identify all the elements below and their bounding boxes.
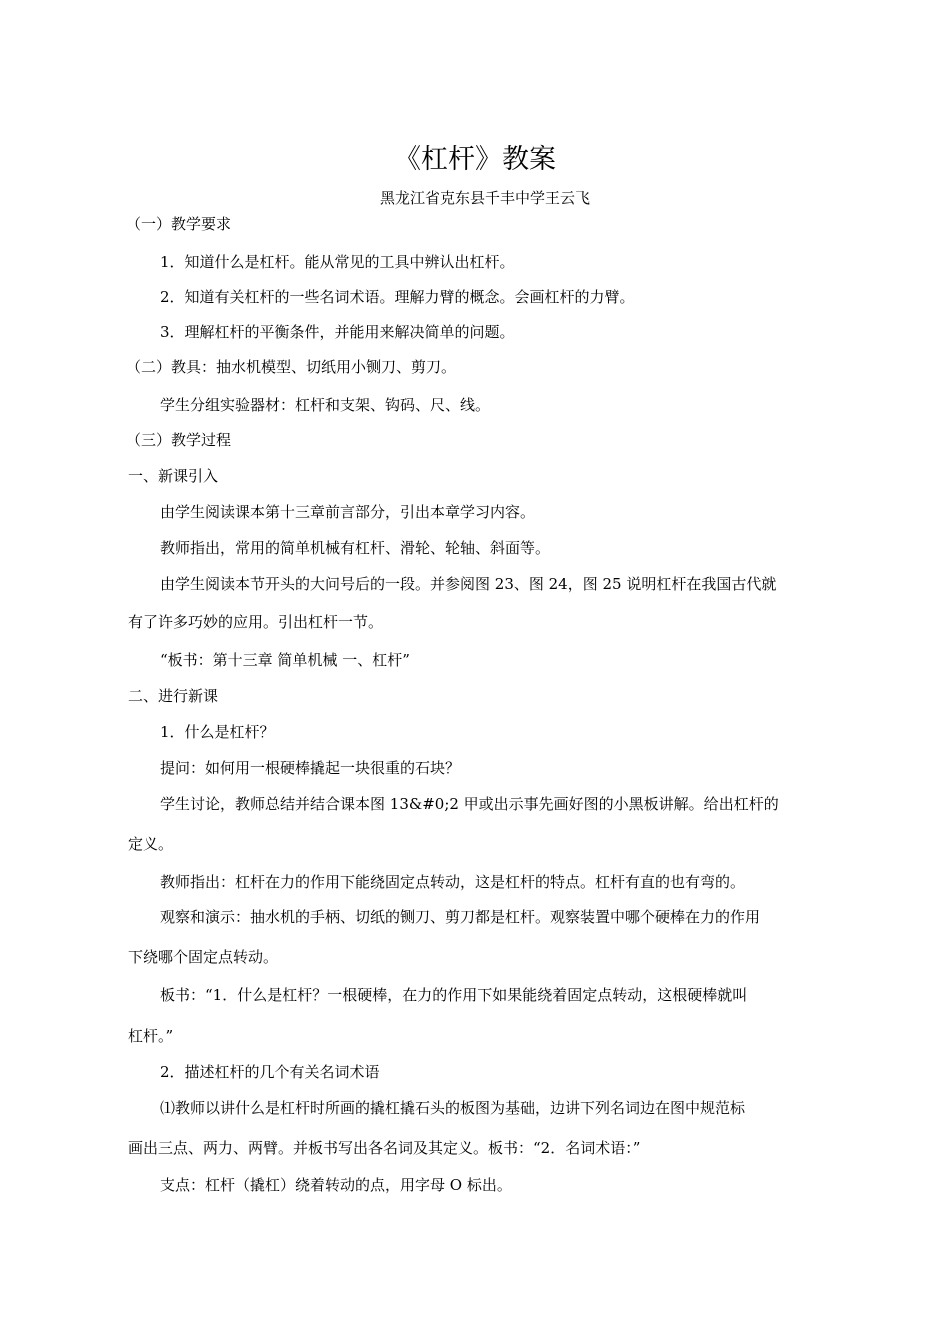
paragraph: 1．什么是杠杆？ [160, 723, 275, 741]
document-title: 《杠杆》教案 [394, 144, 556, 175]
paragraph: 观察和演示：抽水机的手柄、切纸的铡刀、剪刀都是杠杆。观察装置中哪个硬棒在力的作用 [160, 908, 761, 926]
paragraph-continuation: 有了许多巧妙的应用。引出杠杆一节。 [128, 613, 384, 631]
document-author: 黑龙江省克东县千丰中学王云飞 [379, 189, 590, 207]
paragraph: “板书：第十三章 简单机械 一、杠杆” [160, 651, 410, 669]
paragraph: 教师指出，常用的简单机械有杠杆、滑轮、轮轴、斜面等。 [160, 539, 551, 557]
paragraph: 2．描述杠杆的几个有关名词术语 [160, 1063, 380, 1081]
paragraph: 教师指出：杠杆在力的作用下能绕固定点转动，这是杠杆的特点。杠杆有直的也有弯的。 [160, 873, 746, 891]
paragraph: 3．理解杠杆的平衡条件，并能用来解决简单的问题。 [160, 323, 515, 341]
section-heading-new-lesson: 二、进行新课 [128, 687, 219, 705]
paragraph: 学生讨论，教师总结并结合课本图 13&#0;2 甲或出示事先画好图的小黑板讲解。给出杠杆的 [160, 795, 779, 813]
paragraph: 支点：杠杆（撬杠）绕着转动的点，用字母 O 标出。 [160, 1176, 512, 1194]
section-heading-requirements: （一）教学要求 [126, 215, 232, 233]
section-heading-intro: 一、新课引入 [128, 467, 219, 485]
paragraph-continuation: 下绕哪个固定点转动。 [128, 948, 279, 966]
section-heading-tools: （二）教具：抽水机模型、切纸用小铡刀、剪刀。 [126, 358, 457, 376]
paragraph: 1．知道什么是杠杆。能从常见的工具中辨认出杠杆。 [160, 253, 515, 271]
paragraph: ⑴教师以讲什么是杠杆时所画的撬杠撬石头的板图为基础，边讲下列名词边在图中规范标 [160, 1099, 746, 1117]
paragraph: 提问：如何用一根硬棒撬起一块很重的石块？ [160, 759, 461, 777]
paragraph-continuation: 画出三点、两力、两臂。并板书写出各名词及其定义。板书：“2．名词术语：” [128, 1139, 641, 1157]
paragraph-continuation: 杠杆。” [128, 1027, 174, 1045]
paragraph: 板书：“1．什么是杠杆？一根硬棒，在力的作用下如果能绕着固定点转动，这根硬棒就叫 [160, 986, 748, 1004]
section-heading-process: （三）教学过程 [126, 431, 232, 449]
paragraph: 由学生阅读本节开头的大问号后的一段。并参阅图 23、图 24，图 25 说明杠杆在我国古代就 [160, 575, 777, 593]
paragraph: 学生分组实验器材：杠杆和支架、钩码、尺、线。 [160, 396, 491, 414]
paragraph-continuation: 定义。 [128, 835, 174, 853]
paragraph: 2．知道有关杠杆的一些名词术语。理解力臂的概念。会画杠杆的力臂。 [160, 288, 635, 306]
paragraph: 由学生阅读课本第十三章前言部分，引出本章学习内容。 [160, 503, 536, 521]
